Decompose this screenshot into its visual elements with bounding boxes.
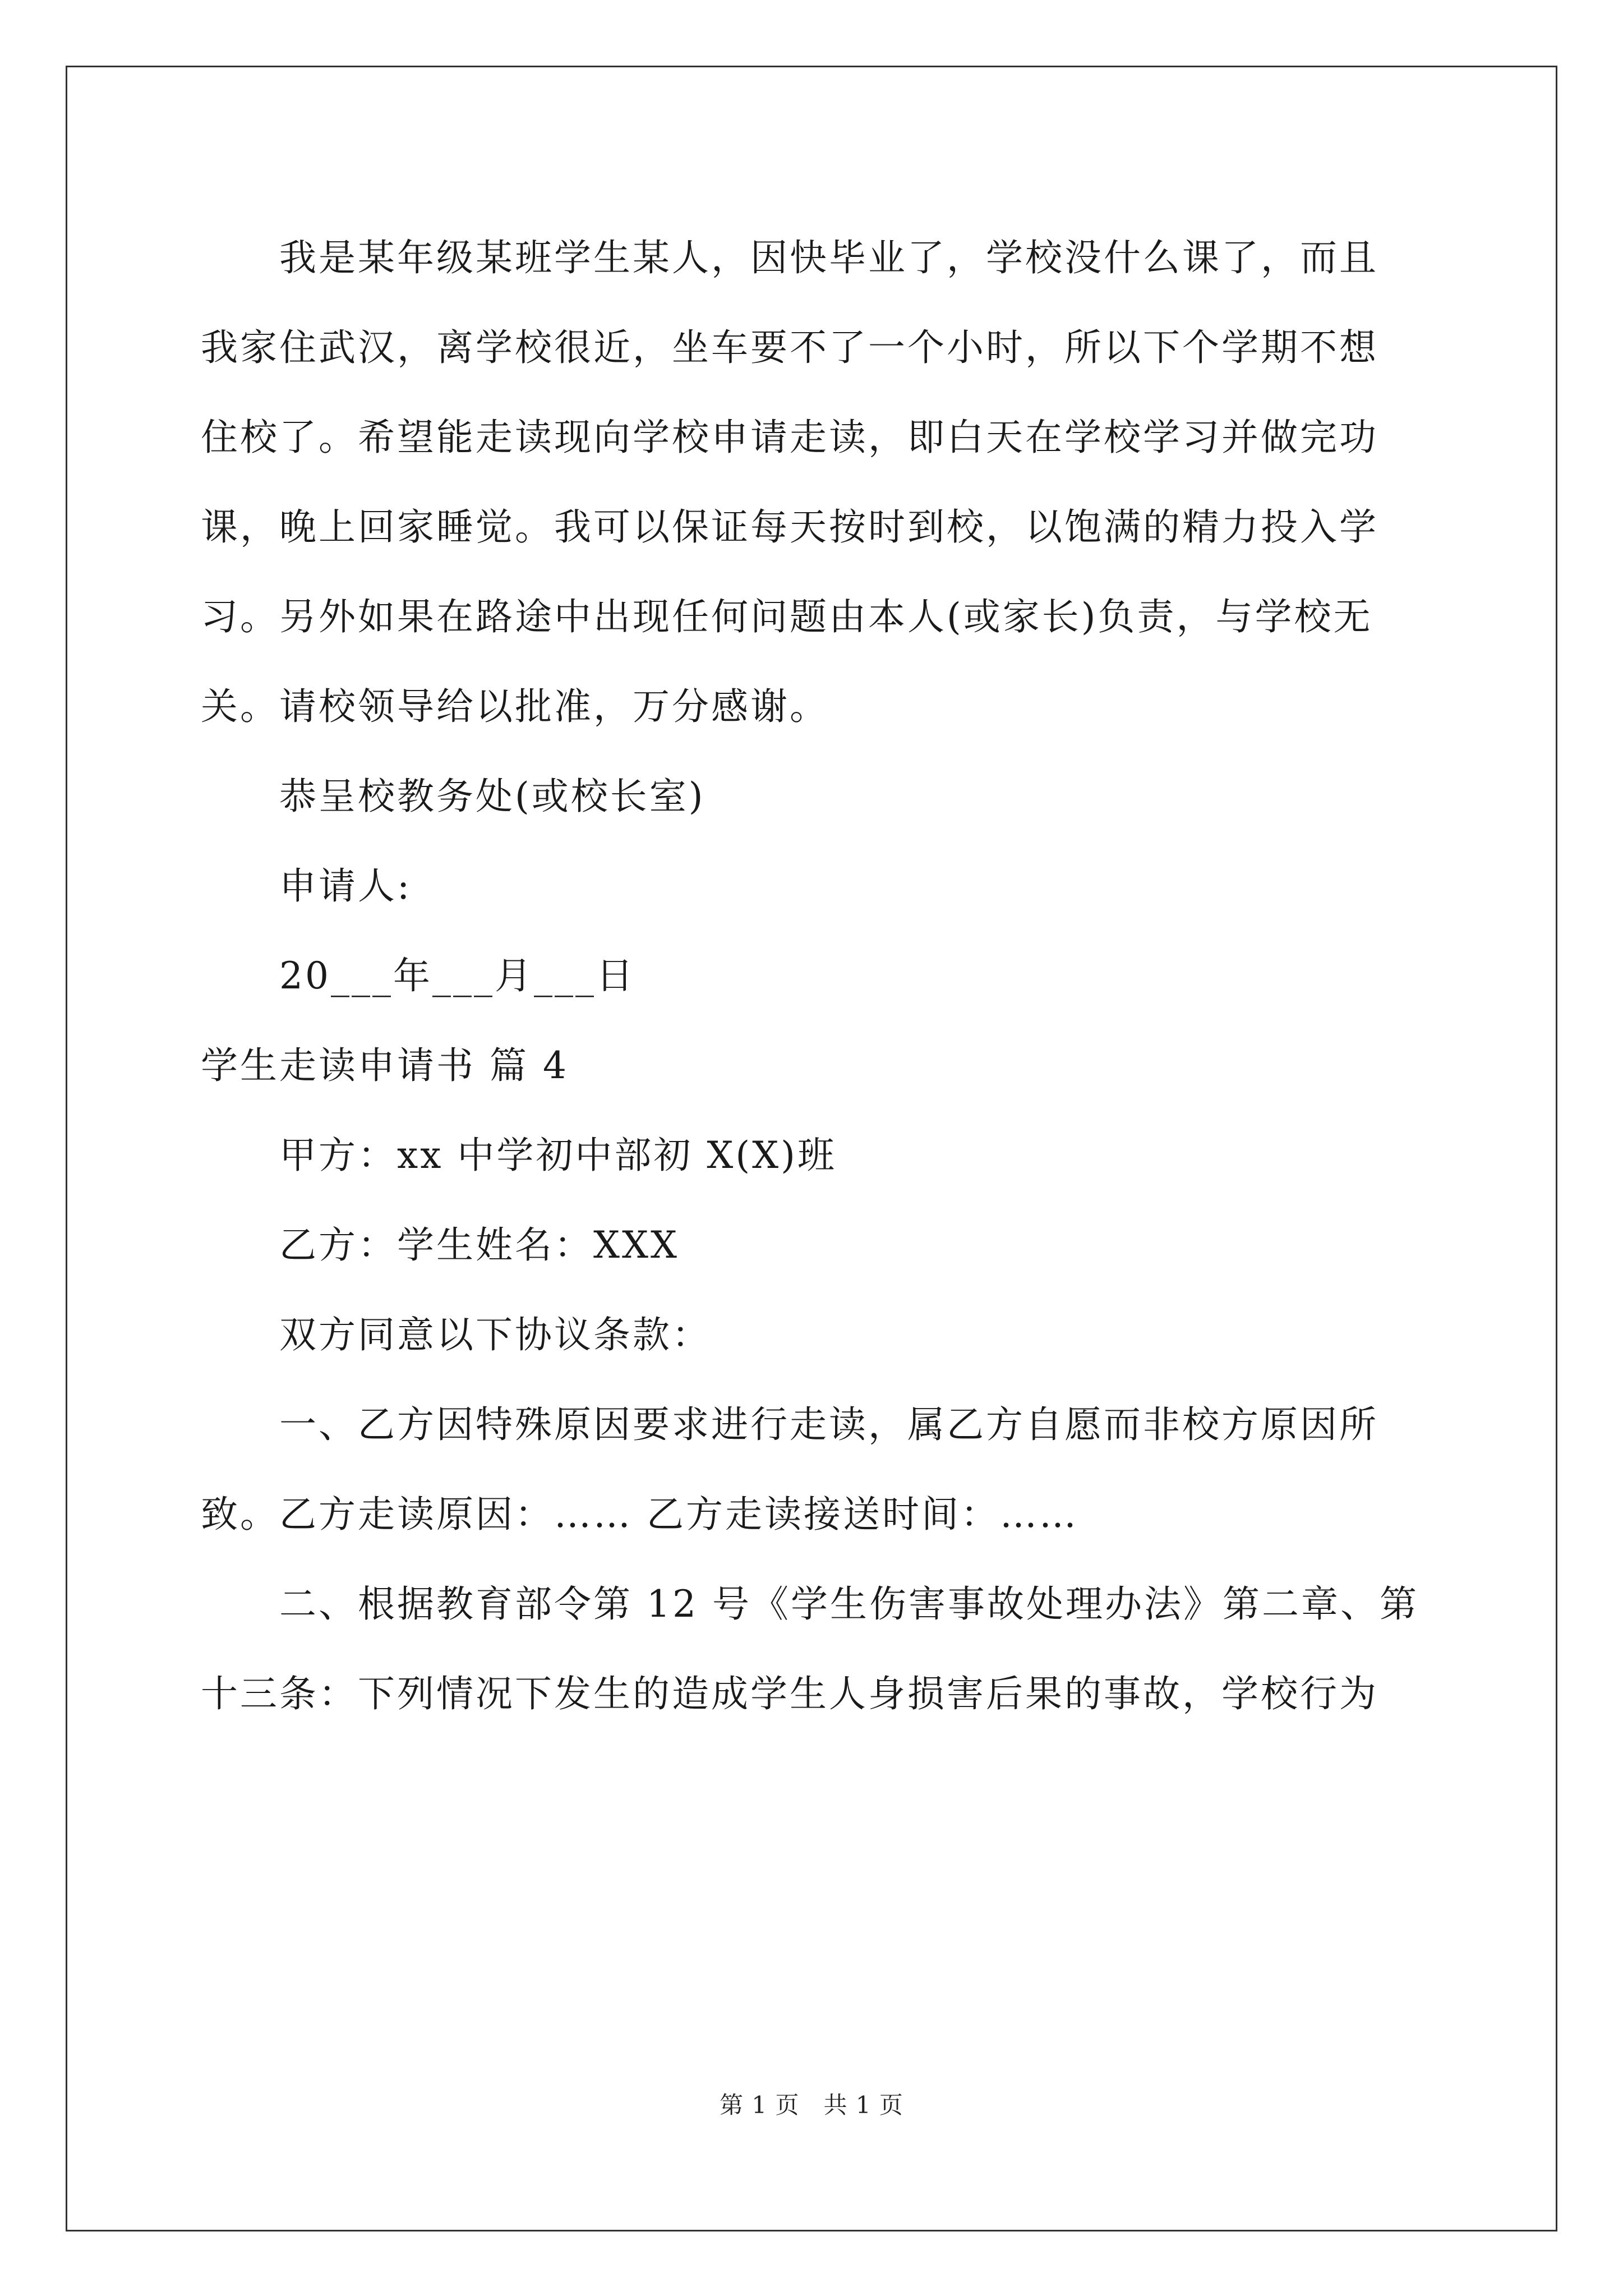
addressee-line: 恭呈校教务处(或校长室)	[279, 775, 706, 818]
party-a-line: 甲方：xx 中学初中部初 X(X)班	[279, 1134, 837, 1177]
page-footer: 第 1 页 共 1 页	[720, 2091, 903, 2119]
clause-two	[201, 1559, 1423, 1739]
section-heading: 学生走读申请书 篇 4	[201, 1044, 569, 1087]
text-line: 住校了。希望能走读现向学校申请走读，即白天在学校学习并做完功	[201, 416, 1378, 459]
text-line: 习。另外如果在路途中出现任何问题由本人(或家长)负责，与学校无	[201, 595, 1373, 638]
party-b-line: 乙方：学生姓名：XXX	[279, 1223, 679, 1267]
text-line: 我家住武汉，离学校很近，坐车要不了一个小时，所以下个学期不想	[201, 326, 1378, 369]
text-line: 课，晚上回家睡觉。我可以保证每天按时到校，以饱满的精力投入学	[201, 505, 1378, 549]
agreement-intro: 双方同意以下协议条款：	[279, 1313, 711, 1356]
text-line: 二、根据教育部令第 12 号《学生伤害事故处理办法》第二章、第	[279, 1582, 1419, 1626]
text-line: 一、乙方因特殊原因要求进行走读，属乙方自愿而非校方原因所	[279, 1403, 1378, 1446]
applicant-line: 申请人:	[279, 864, 412, 908]
text-line: 我是某年级某班学生某人，因快毕业了，学校没什么课了，而且	[279, 236, 1378, 279]
document-body	[201, 213, 1423, 1739]
text-line: 致。乙方走读原因：…… 乙方走读接送时间：……	[201, 1493, 1078, 1536]
text-line: 十三条：下列情况下发生的造成学生人身损害后果的事故，学校行为	[201, 1672, 1378, 1715]
text-line: 关。请校领导给以批准，万分感谢。	[201, 685, 829, 728]
paragraph-application-body	[201, 213, 1423, 752]
clause-one	[201, 1380, 1423, 1559]
date-line: 20___年___月___日	[279, 954, 635, 997]
